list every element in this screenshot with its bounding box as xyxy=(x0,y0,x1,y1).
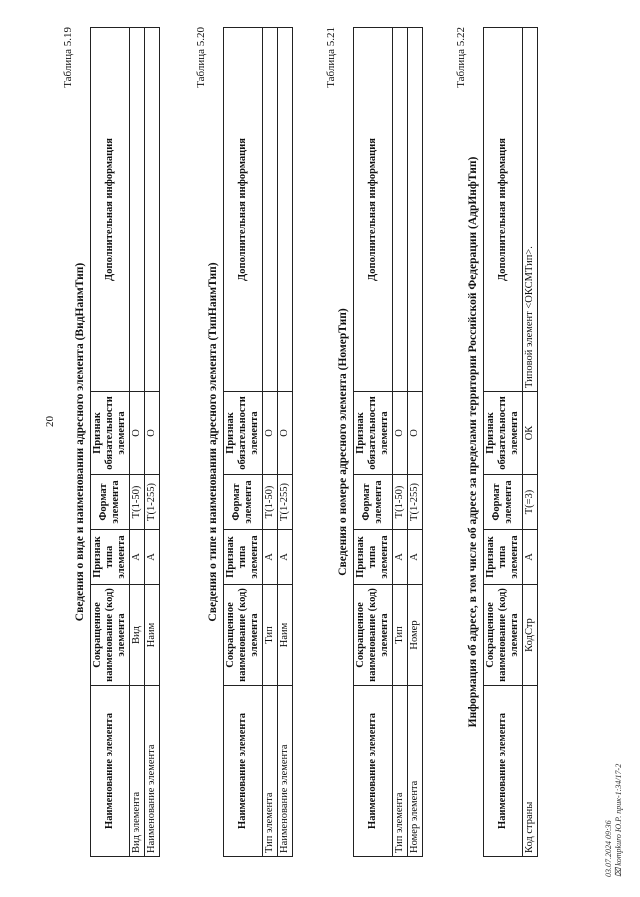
cell-code: Тип xyxy=(393,585,408,686)
col-name-header: Наименование элемента xyxy=(484,686,523,857)
header-row xyxy=(484,28,523,857)
cell-info: Типовой элемент <ОКСМТип>. xyxy=(523,28,538,392)
col-format-header: Формат элемента xyxy=(91,475,130,530)
table-row xyxy=(393,28,408,857)
col-info-header: Дополнительная информация xyxy=(224,28,263,392)
col-name-header: Наименование элемента xyxy=(224,686,263,857)
cell-required: О xyxy=(130,392,145,475)
table-row xyxy=(408,28,423,857)
header-row xyxy=(354,28,393,857)
col-required-header: Признак обязательности элемента xyxy=(354,392,393,475)
cell-format: Т(1-50) xyxy=(263,475,278,530)
table-5-19 xyxy=(90,27,160,857)
stamp-signer: ⌧ kompkuro Ю.Р. прик-1:34/17-2 xyxy=(614,763,623,877)
col-type-header: Признак типа элемента xyxy=(224,530,263,585)
signature-stamp xyxy=(604,764,624,877)
col-info-header: Дополнительная информация xyxy=(484,28,523,392)
col-type-header: Признак типа элемента xyxy=(91,530,130,585)
cell-info xyxy=(408,28,423,392)
cell-format: Т(1-255) xyxy=(145,475,160,530)
cell-name: Наименование элемента xyxy=(145,686,160,857)
cell-required: О xyxy=(145,392,160,475)
col-name-header: Наименование элемента xyxy=(91,686,130,857)
table-row xyxy=(263,28,278,857)
cell-info xyxy=(130,28,145,392)
cell-required: О xyxy=(263,392,278,475)
cell-info xyxy=(278,28,293,392)
cell-type: А xyxy=(393,530,408,585)
cell-format: Т(1-255) xyxy=(408,475,423,530)
section-title: Информация об адресе, в том числе об адресе за пределами территории Российской Федерации (АдрИнфТип) xyxy=(467,156,479,728)
header-row xyxy=(224,28,263,857)
header-row xyxy=(91,28,130,857)
col-required-header: Признак обязательности элемента xyxy=(484,392,523,475)
table-row xyxy=(145,28,160,857)
col-type-header: Признак типа элемента xyxy=(354,530,393,585)
section-title: Сведения о типе и наименовании адресного элемента (ТипНаимТип) xyxy=(207,262,219,622)
col-code-header: Сокращенное наименование (код) элемента xyxy=(224,585,263,686)
cell-code: Вид xyxy=(130,585,145,686)
cell-name: Тип элемента xyxy=(263,686,278,857)
cell-type: А xyxy=(145,530,160,585)
cell-code: Тип xyxy=(263,585,278,686)
col-type-header: Признак типа элемента xyxy=(484,530,523,585)
cell-info xyxy=(393,28,408,392)
stamp-date: 03.07.2024 09:36 xyxy=(604,820,613,877)
section-title: Сведения о номере адресного элемента (НомерТип) xyxy=(337,308,349,576)
col-format-header: Формат элемента xyxy=(224,475,263,530)
cell-required: О xyxy=(408,392,423,475)
cell-info xyxy=(263,28,278,392)
cell-required: ОК xyxy=(523,392,538,475)
col-name-header: Наименование элемента xyxy=(354,686,393,857)
col-code-header: Сокращенное наименование (код) элемента xyxy=(354,585,393,686)
cell-type: А xyxy=(523,530,538,585)
col-required-header: Признак обязательности элемента xyxy=(91,392,130,475)
cell-code: Номер xyxy=(408,585,423,686)
col-info-header: Дополнительная информация xyxy=(91,28,130,392)
cell-format: Т(1-50) xyxy=(393,475,408,530)
table-row xyxy=(523,28,538,857)
cell-code: КодСтр xyxy=(523,585,538,686)
col-format-header: Формат элемента xyxy=(484,475,523,530)
table-5-22 xyxy=(483,27,538,857)
cell-format: Т(1-255) xyxy=(278,475,293,530)
cell-name: Тип элемента xyxy=(393,686,408,857)
table-number: Таблица 5.20 xyxy=(195,27,207,88)
cell-type: А xyxy=(278,530,293,585)
section-title: Сведения о виде и наименовании адресного элемента (ВидНаимТип) xyxy=(74,262,86,622)
cell-type: А xyxy=(408,530,423,585)
col-required-header: Признак обязательности элемента xyxy=(224,392,263,475)
cell-type: А xyxy=(130,530,145,585)
cell-required: О xyxy=(393,392,408,475)
cell-type: А xyxy=(263,530,278,585)
table-number: Таблица 5.22 xyxy=(455,27,467,88)
cell-name: Наименование элемента xyxy=(278,686,293,857)
col-code-header: Сокращенное наименование (код) элемента xyxy=(484,585,523,686)
cell-required: О xyxy=(278,392,293,475)
col-info-header: Дополнительная информация xyxy=(354,28,393,392)
cell-name: Код страны xyxy=(523,686,538,857)
table-5-20 xyxy=(223,27,293,857)
cell-info xyxy=(145,28,160,392)
cell-code: Наим xyxy=(145,585,160,686)
cell-format: Т(1-50) xyxy=(130,475,145,530)
table-number: Таблица 5.21 xyxy=(325,27,337,88)
col-code-header: Сокращенное наименование (код) элемента xyxy=(91,585,130,686)
cell-name: Вид элемента xyxy=(130,686,145,857)
col-format-header: Формат элемента xyxy=(354,475,393,530)
cell-name: Номер элемента xyxy=(408,686,423,857)
cell-format: Т(=3) xyxy=(523,475,538,530)
table-row xyxy=(130,28,145,857)
table-row xyxy=(278,28,293,857)
cell-code: Наим xyxy=(278,585,293,686)
table-number: Таблица 5.19 xyxy=(62,27,74,88)
table-5-21 xyxy=(353,27,423,857)
page-number: 20 xyxy=(44,416,56,427)
